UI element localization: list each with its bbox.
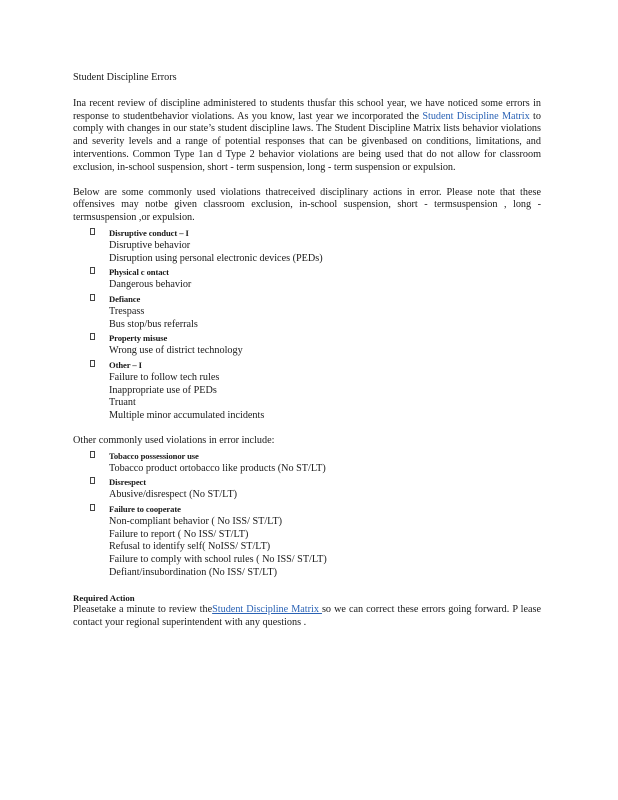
list-item — [73, 293, 541, 331]
category-item: Disruptive behavior — [109, 239, 191, 251]
student-discipline-matrix-link-2[interactable]: Student Discipline Matrix — [212, 604, 322, 616]
category-heading: Disrespect — [109, 477, 147, 488]
list-item — [73, 227, 541, 265]
category-item: Failure to comply with school rules ( No ISS/ ST/LT) — [109, 554, 327, 566]
category-item: Inappropriate use of PEDs — [109, 384, 217, 396]
category-heading: Property misuse — [109, 333, 168, 344]
checkbox-bullet-icon — [90, 267, 95, 274]
intro-text-1: Ina recent review of discipline administered to students thusfar this school year, we have noticed some errors in response to studentbehavior violations. As you know, last year we incorporated the — [73, 97, 541, 122]
category-item: Multiple minor accumulated incidents — [109, 410, 265, 422]
checkbox-bullet-icon — [90, 451, 95, 458]
category-item: Wrong use of district technology — [109, 345, 243, 357]
list-item — [73, 450, 541, 476]
category-item: Abusive/disrespect (No ST/LT) — [109, 489, 238, 501]
other-intro: Other commonly used violations in error include: — [73, 434, 275, 446]
list-item — [73, 359, 541, 423]
list-item — [73, 332, 541, 358]
checkbox-bullet-icon — [90, 360, 95, 367]
document-body — [73, 72, 541, 630]
category-heading: Disruptive conduct – I — [109, 227, 189, 238]
category-item: Failure to report ( No ISS/ ST/LT) — [109, 528, 249, 540]
list-item — [73, 476, 541, 502]
category-heading: Other – I — [109, 359, 142, 370]
category-item: Non-compliant behavior ( No ISS/ ST/LT) — [109, 515, 283, 527]
student-discipline-matrix-link[interactable]: Student Discipline Matrix — [422, 110, 530, 122]
document-title: Student Discipline Errors — [73, 72, 177, 83]
category-item: Truant — [109, 397, 136, 409]
category-heading: Defiance — [109, 293, 141, 304]
checkbox-bullet-icon — [90, 294, 95, 301]
checkbox-bullet-icon — [90, 477, 95, 484]
category-heading: Physical c ontact — [109, 267, 169, 278]
category-heading: Failure to cooperate — [109, 503, 181, 514]
required-action-heading: Required Action — [73, 592, 135, 603]
intro-text-2: to comply with changes in our state’s student discipline laws. The Student Discipline Matrix lists behavior violations and severity levels and a range of potential responses that can be givenbased on conditions, limitations, and interventions. Common Type 1an d Type 2 behavior violations are being used that do not allow for classroom exclusion, in-school suspension, short - term suspension, long - term suspension or expulsion. — [73, 110, 541, 173]
checkbox-bullet-icon — [90, 504, 95, 511]
category-heading: Tobacco possessionor use — [109, 450, 199, 461]
category-item: Disruption using personal electronic devices (PEDs) — [109, 252, 323, 264]
list-item — [73, 503, 541, 580]
category-item: Failure to follow tech rules — [109, 371, 220, 383]
violation-list-secondary — [73, 450, 541, 580]
category-item: Defiant/insubordination (No ISS/ ST/LT) — [109, 566, 277, 578]
category-item: Dangerous behavior — [109, 279, 192, 291]
checkbox-bullet-icon — [90, 333, 95, 340]
list-item — [73, 266, 541, 292]
category-item: Bus stop/bus referrals — [109, 318, 198, 330]
category-item: Tobacco product ortobacco like products (No ST/LT) — [109, 462, 326, 474]
closing-text-2: so we can correct these errors going forward. P lease contact your regional superintendent with any questions . — [73, 604, 542, 629]
below-paragraph: Below are some commonly used violations thatreceived disciplinary actions in error. Please note that these offensives may notbe given classroom exclusion, in-school suspension, short - termsuspension , long - termsuspension ,or expulsion. — [73, 186, 541, 224]
violation-list-primary — [73, 227, 541, 423]
category-item: Refusal to identify self( NoISS/ ST/LT) — [109, 541, 271, 553]
closing-paragraph — [73, 604, 541, 630]
closing-text-1: Pleasetake a minute to review the — [73, 604, 213, 616]
category-item: Trespass — [109, 305, 145, 317]
intro-paragraph — [73, 98, 541, 175]
checkbox-bullet-icon — [90, 228, 95, 235]
